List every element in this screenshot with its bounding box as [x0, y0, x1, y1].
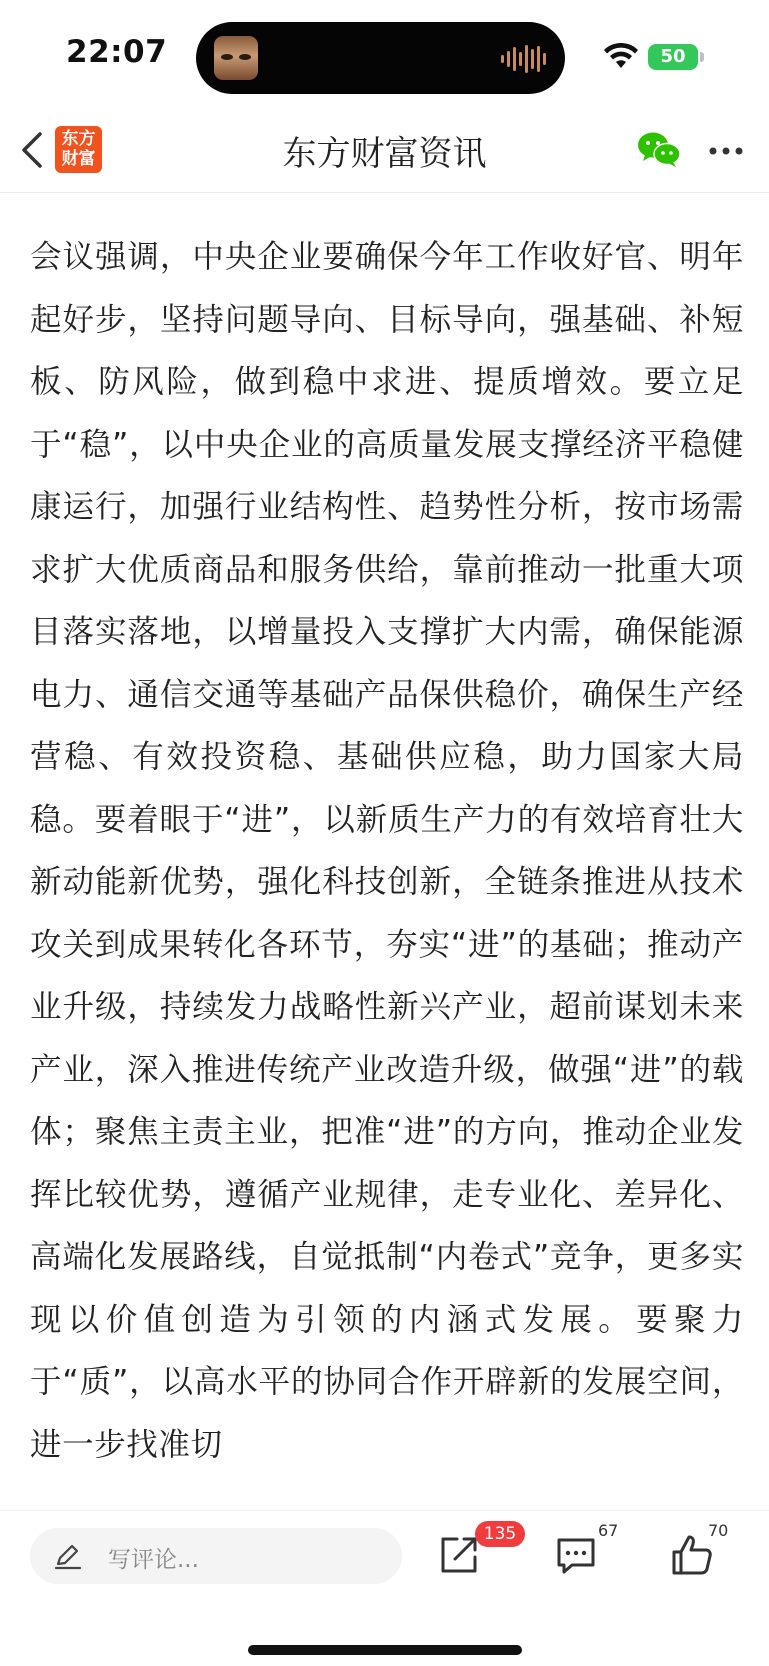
- comment-icon[interactable]: [554, 1533, 598, 1577]
- logo-text-line1: 东方: [61, 129, 96, 149]
- back-chevron-icon[interactable]: [18, 130, 46, 170]
- now-playing-artwork-icon: [214, 36, 258, 80]
- article-paragraph: 会议强调，中央企业要确保今年工作收好官、明年起好步，坚持问题导向、目标导向，强基础、补短板、防风险，做到稳中求进、提质增效。要立足于“稳”，以中央企业的高质量发展支撑经济平稳健康运行，加强行业结构性、趋势性分析，按市场需求扩大优质商品和服务供给，靠前推动一批重大项目落实落地，以增量投入支撑扩大内需，确保能源电力、通信交通等基础产品保供稳价，确保生产经营稳、有效投资稳、基础供应稳，助力国家大局稳。要着眼于“进”，以新质生产力的有效培育壮大新动能新优势，强化科技创新，全链条推进从技术攻关到成果转化各环节，夯实“进”的基础；推动产业升级，持续发力战略性新兴产业，超前谋划未来产业，深入推进传统产业改造升级，做强“进”的载体；聚焦主责主业，把准“进”的方向，推动企业发挥比较优势，遵循产业规律，走专业化、差异化、高端化发展路线，自觉抵制“内卷式”竞争，更多实现以价值创造为引领的内涵式发展。要聚力于“质”，以高水平的协同合作开辟新的发展空间，进一步找准切: [30, 239, 744, 1463]
- app-logo: [55, 126, 102, 173]
- status-time: 22:07: [66, 34, 168, 70]
- share-count-badge: 135: [475, 1521, 525, 1547]
- like-count: 70: [708, 1521, 729, 1540]
- status-bar: [0, 0, 769, 108]
- logo-text-line2: 财富: [61, 149, 96, 169]
- wifi-icon: [604, 42, 638, 70]
- audio-waveform-icon: [501, 44, 547, 74]
- comment-placeholder: 写评论...: [108, 1547, 199, 1573]
- pencil-icon: [54, 1542, 82, 1570]
- dynamic-island[interactable]: [196, 22, 565, 94]
- battery-cap: [700, 52, 704, 62]
- more-icon[interactable]: [708, 146, 744, 156]
- battery-level: 50: [648, 44, 698, 70]
- nav-bar: [0, 108, 769, 193]
- home-indicator: [248, 1645, 522, 1655]
- share-icon[interactable]: [437, 1533, 481, 1577]
- wechat-icon[interactable]: [637, 130, 681, 168]
- bottom-action-bar: [0, 1510, 769, 1666]
- article-body: [30, 226, 744, 1510]
- page-title: 东方财富资讯: [282, 134, 487, 174]
- comment-input[interactable]: [30, 1528, 402, 1584]
- comment-count: 67: [598, 1521, 619, 1540]
